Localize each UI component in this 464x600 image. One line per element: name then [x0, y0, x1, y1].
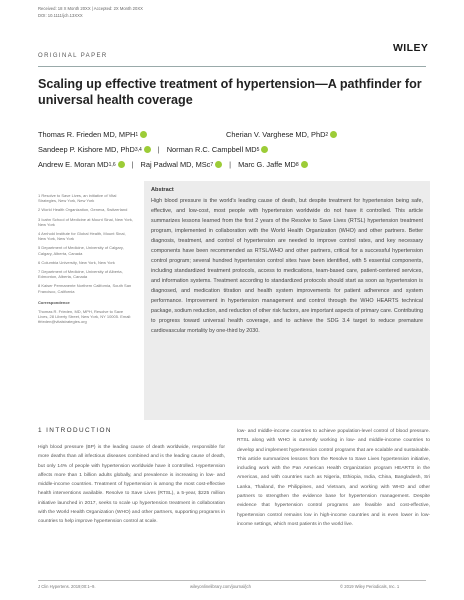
author — [238, 160, 308, 169]
body-text-right: low- and middle-income countries to achieve population-level control of blood pressure. RTSL along with WHO is currently working in low- and middle-income countries to develop and implement hypertension control programs that are scalable and sustainable. This article summarizes lessons from the Resolve to Save Lives hypertension initiative, including work with the Pan American Health Organization program HEARTS in the Americas, and with countries such as Nigeria, Ethiopia, India, China, Bangladesh, Sri Lanka, Thailand, the Philippines, and Vietnam, and working with WHO and other partners to strengthen the evidence base for hypertension management. Despite evidence that hypertension control programs are feasible and cost-effective, hypertension control remains low in high-income countries and is even lower in low-income settings, which most patients in the world live. — [237, 429, 430, 527]
orcid-icon[interactable] — [215, 161, 222, 168]
body-text-left: High blood pressure (BP) is the leading cause of death worldwide, responsible for more deaths than all infectious diseases combined and is the leading cause of death, but only 14% of people with hypertension worldwide have it controlled. Hypertension affects more than 1 billion adults globally, and prevalence is increasing in low- and middle-income countries. Treatment of hypertension is among the most cost-effective health interventions available. Resolve to Save Lives (RTSL), a 5-year, $225 million initiative launched in 2017, seeks to scale up hypertension treatment in collaboration with the World Health Organization (WHO) and other partners, supporting programs in countries to help improve hypertension control at scale. — [38, 445, 225, 525]
author — [226, 130, 337, 139]
orcid-icon[interactable] — [261, 146, 268, 153]
doi: DOI: 10.1111/jch.13XXX — [38, 13, 83, 18]
author — [38, 130, 226, 139]
footer-journal-link[interactable]: wileyonlinelibrary.com/journal/jch — [190, 584, 251, 589]
author-row — [38, 127, 438, 142]
affiliation: 4 Arnhold Institute for Global Health, Mount Sinai, New York, New York — [38, 231, 126, 242]
author-affil-sup: 1,6 — [108, 161, 116, 168]
author-row — [38, 157, 438, 172]
author — [38, 145, 151, 154]
author-separator: | — [157, 145, 160, 154]
author-list — [38, 127, 438, 172]
author-name: Thomas R. Frieden MD, MPH — [38, 130, 136, 139]
author — [167, 145, 269, 154]
orcid-icon[interactable] — [140, 131, 147, 138]
author-name: Cherian V. Varghese MD, PhD — [226, 130, 326, 139]
author-affil-sup: 3,4 — [134, 146, 142, 153]
orcid-icon[interactable] — [301, 161, 308, 168]
paper-title: Scaling up effective treatment of hypertension—A pathfinder for universal health coverage — [38, 77, 422, 107]
orcid-icon[interactable] — [330, 131, 337, 138]
orcid-icon[interactable] — [118, 161, 125, 168]
author — [141, 160, 223, 169]
affiliation: 1 Resolve to Save Lives, an initiative of Vital Strategies, New York, New York — [38, 193, 117, 204]
received-dates: Received: 18 X Month 20XX | Accepted: 2X Month 20XX — [38, 6, 143, 11]
footer-divider — [38, 580, 426, 581]
author-affil-sup: 2 — [325, 131, 329, 138]
author-name: Norman R.C. Campbell MD — [166, 145, 257, 154]
author-row — [38, 142, 438, 157]
author-name: Andrew E. Moran MD — [38, 160, 109, 169]
abstract-text: High blood pressure is the world's leading cause of death, but despite treatment for hypertension being safe, effective, and low-cost, most people with hypertension worldwide do not have it controlled. This article summarizes lessons learned from the first 2 years of the Resolve to Save Lives (RTSL) hypertension treatment program, implemented in collaboration with the World Health Organization (WHO) and other partners. Better diagnosis, treatment, and control of hypertension are needed to improve control rates, and key necessary components have been recommended as RTSL/WHO and other partners, critical for a successful hypertension control program; several hundred hypertension control sites have been identified, with 5 essential components, including standardized treatment protocols, access to medications, team-based care, patient-centered services, and information systems. Treatment according to standardized protocols should start as soon as hypertension is diagnosed, and medication titration and health system improvements for patient adherence and system performance. Improvement in hypertension management and control through the WHO HEARTS technical package, sodium reduction, and reduction of other risk factors, are important aspects of primary care. Contributing to progress toward universal health coverage, and to achieve the SDG 3.4 target to reduce premature cardiovascular mortality by one-third by 2030. — [151, 198, 423, 334]
correspondence-text: Thomas R. Frieden, MD, MPH, Resolve to Save Lives, 28 Liberty Street, New York, NY 10005. Email: tfrieden@vitalstrategies.org — [38, 309, 132, 325]
footer-copyright: © 2019 Wiley Periodicals, Inc. 1 — [340, 584, 400, 589]
article-type: ORIGINAL PAPER — [38, 53, 108, 59]
footer-citation: J Clin Hypertens. 2019;00:1–9. — [38, 584, 96, 589]
affiliation: 6 Columbia University, New York, New York — [38, 259, 115, 265]
affiliation: 5 Department of Medicine, University of Calgary, Calgary, Alberta, Canada — [38, 245, 124, 256]
abstract-box — [144, 181, 430, 420]
orcid-icon[interactable] — [144, 146, 151, 153]
author-affil-sup: 5 — [256, 146, 260, 153]
affiliation: 3 Icahn School of Medicine at Mount Sinai, New York, New York — [38, 216, 133, 227]
header-divider — [38, 66, 426, 67]
affiliation: 7 Department of Medicine, University of Alberta, Edmonton, Alberta, Canada — [38, 269, 123, 280]
author-name: Raj Padwal MD, MSc — [140, 160, 211, 169]
publisher-logo: WILEY — [393, 42, 429, 54]
author-name: Marc G. Jaffe MD — [238, 160, 296, 169]
section-heading: 1 INTRODUCTION — [38, 427, 112, 434]
abstract-heading: Abstract — [151, 187, 174, 193]
author-name: Sandeep P. Kishore MD, PhD — [38, 145, 135, 154]
author-separator: | — [131, 160, 134, 169]
author-separator: | — [229, 160, 232, 169]
affiliations — [38, 193, 133, 329]
affiliation: 2 World Health Organization, Geneva, Switzerland — [38, 207, 128, 213]
author-affil-sup: 1 — [135, 131, 139, 138]
author-affil-sup: 7 — [210, 161, 214, 168]
author — [38, 160, 125, 169]
correspondence-label: Correspondence — [38, 299, 70, 305]
affiliation: 8 Kaiser Permanente Northern California, South San Francisco, California — [38, 283, 132, 294]
author-affil-sup: 8 — [295, 161, 299, 168]
